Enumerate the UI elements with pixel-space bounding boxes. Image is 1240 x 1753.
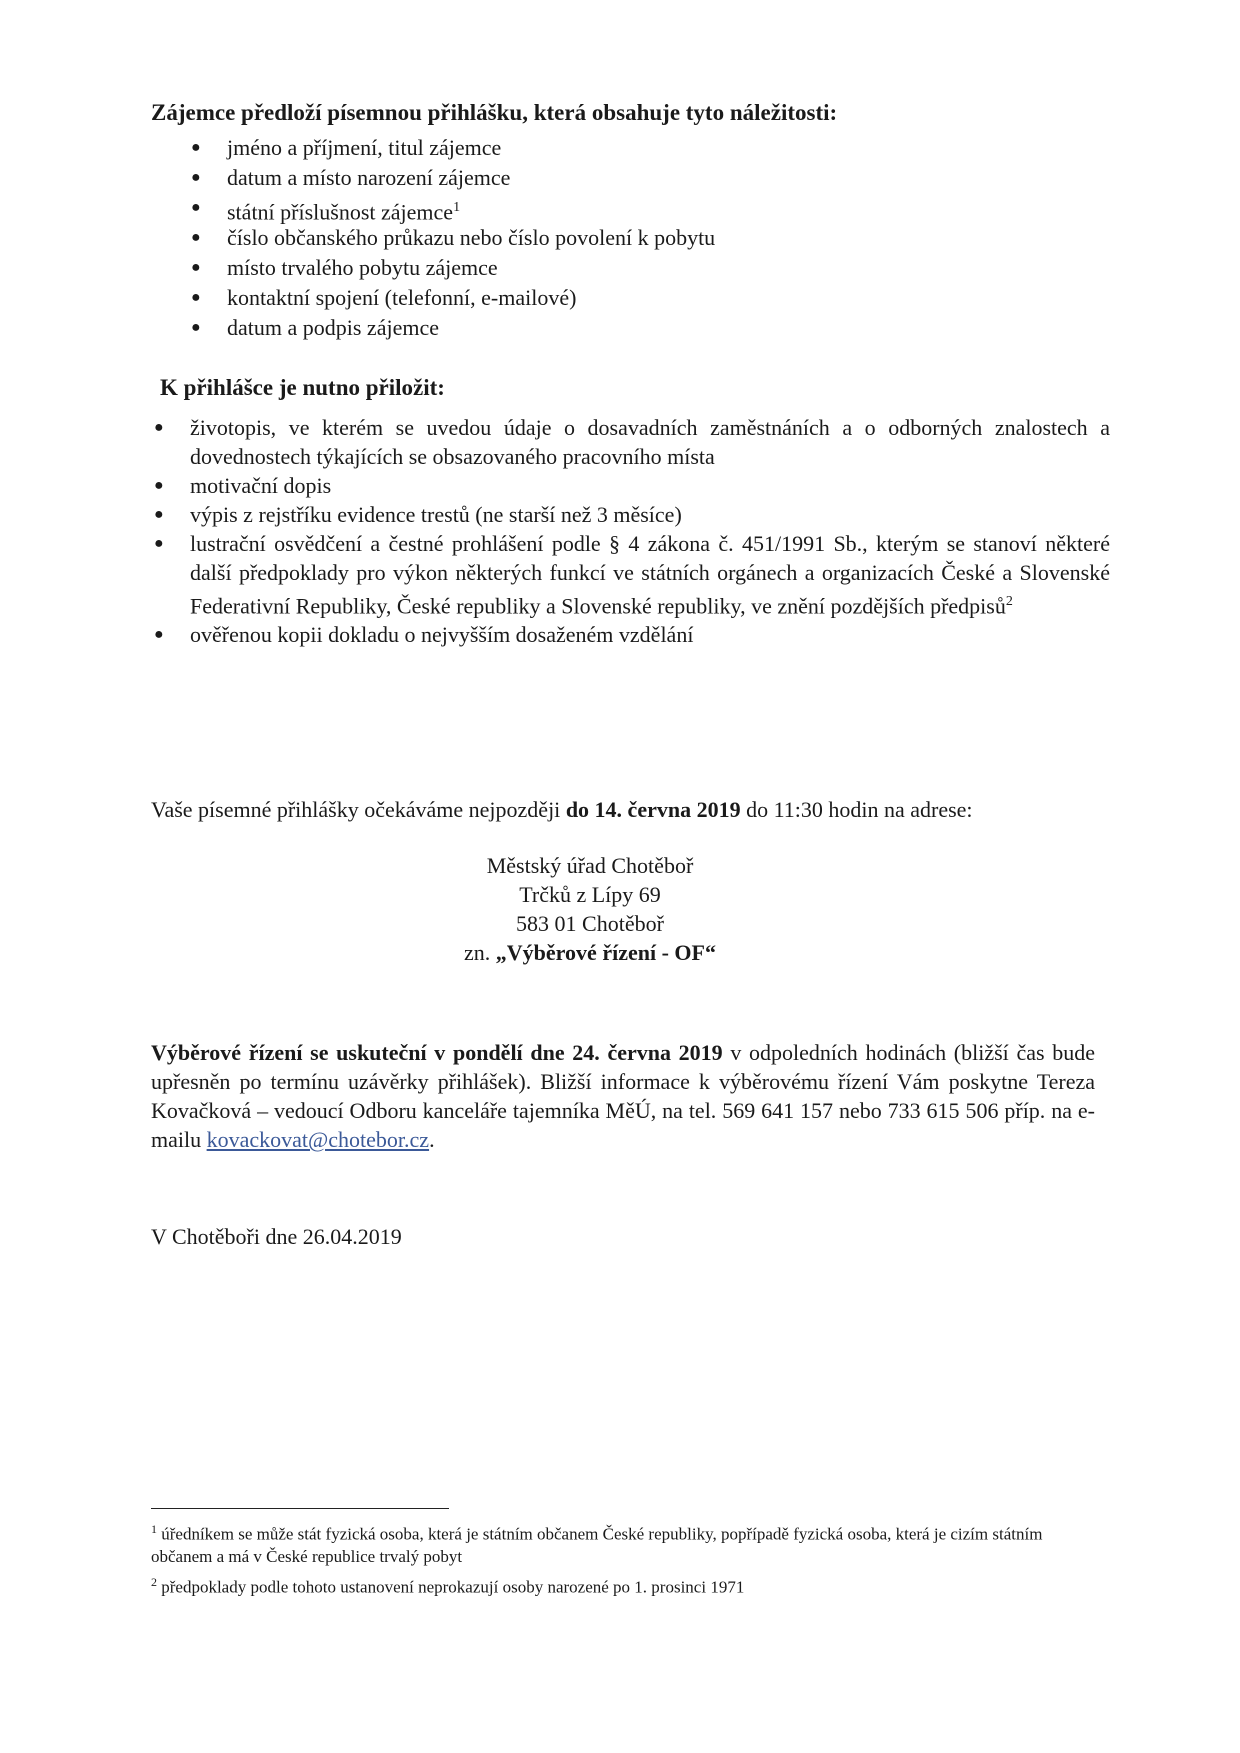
list-item: ● státní příslušnost zájemce$^1$ (227, 193, 715, 223)
list-item: ● číslo občanského průkazu nebo číslo povolení k pobytu (227, 223, 715, 253)
list-item: ● motivační dopis (154, 473, 332, 498)
deadline-date: do 14. června 2019 (565, 797, 741, 822)
bullet-icon: ● (191, 139, 201, 156)
bullet-icon: ● (191, 259, 201, 276)
list-item: ● jméno a příjmení, titul zájemce (227, 133, 715, 163)
address-block (400, 851, 780, 967)
bullet-icon: ● (191, 289, 201, 306)
section1-list (191, 133, 716, 343)
bullet-icon: ● (191, 229, 201, 246)
section1-heading: Zájemce předloží písemnou přihlášku, která obsahuje tyto náležitosti: (151, 100, 838, 125)
footnote-ref: 1 (453, 200, 461, 215)
footnote-separator (151, 1508, 449, 1509)
list-item: ● místo trvalého pobytu zájemce (227, 253, 715, 283)
list-item: ● životopis, ve kterém se uvedou údaje o dosavadních zaměstnáních a o odborných znalostech a dovednostech týkajících se obsazovaného pracovního místa (154, 415, 1110, 469)
interview-date: Výběrové řízení se uskuteční v pondělí dne 24. června 2019 (151, 1040, 723, 1065)
address-reference: zn. „Výběrové řízení - OF“ (464, 940, 716, 965)
footnote-2: $^2$ předpoklady podle tohoto ustanovení neprokazují osoby narozené po 1. prosinci 1971 (151, 1575, 745, 1597)
address-line: Městský úřad Chotěboř (486, 853, 694, 878)
list-item: ● datum a místo narození zájemce (227, 163, 715, 193)
list-item: ● datum a podpis zájemce (227, 313, 715, 343)
list-item: ● ověřenou kopii dokladu o nejvyšším dosaženém vzdělání (154, 622, 694, 648)
bullet-icon: ● (191, 319, 201, 336)
deadline-paragraph: Vaše písemné přihlášky očekáváme nejpozději do 14. června 2019 do 11:30 hodin na adrese: (151, 797, 973, 822)
bullet-icon: ● (154, 506, 164, 523)
list-item: ● lustrační osvědčení a čestné prohlášení podle § 4 zákona č. 451/1991 Sb., kterým se stanoví některé další předpoklady pro výkon některých funkcí ve státních orgánech a organizacích České a Slovenské Federativní Republiky, České republiky a Slovenské republiky, ve znění pozdějších předpisů$^2$ (154, 531, 1110, 619)
bullet-icon: ● (154, 477, 164, 494)
bullet-icon: ● (154, 535, 164, 552)
interview-paragraph: Výběrové řízení se uskuteční v pondělí dne 24. června 2019 v odpoledních hodinách (bližší čas bude upřesněn po termínu uzávěrky přihlášek). Bližší informace k výběrovému řízení Vám poskytne Tereza Kovačková – vedoucí Odboru kanceláře tajemníka MěÚ, na tel. 569 641 157 nebo 733 615 506 příp. na e-mailu kovackovat@chotebor.cz. (151, 1040, 1095, 1152)
bullet-icon: ● (191, 169, 201, 186)
list-item: ● kontaktní spojení (telefonní, e-mailové) (227, 283, 715, 313)
bullet-icon: ● (154, 626, 164, 644)
section2-list (154, 413, 1110, 649)
list-item: ● výpis z rejstříku evidence trestů (ne starší než 3 měsíce) (154, 502, 682, 527)
date-line: V Chotěboři dne 26.04.2019 (151, 1224, 402, 1249)
email-link[interactable]: kovackovat@chotebor.cz (206, 1127, 430, 1152)
footnote-ref: 2 (1005, 594, 1013, 609)
address-line: 583 01 Chotěboř (516, 911, 664, 936)
bullet-icon: ● (154, 419, 164, 436)
footnote-1: $^1$ úředníkem se může stát fyzická osoba, která je státním občanem České republiky, popřípadě fyzická osoba, která je cizím státním občanem a má v České republice trvalý pobyt (151, 1522, 1043, 1566)
section2-heading: K přihlášce je nutno přiložit: (160, 375, 445, 400)
bullet-icon: ● (191, 199, 201, 216)
address-line: Trčků z Lípy 69 (519, 882, 661, 907)
